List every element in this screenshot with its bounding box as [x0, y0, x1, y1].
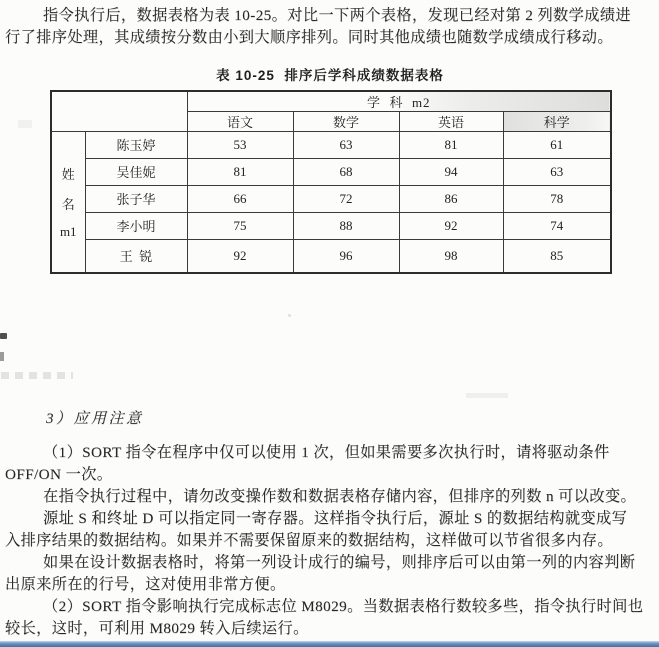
score-cell: 53 [187, 132, 293, 159]
note-line: 入排序结果的数据结构。如果并不需要保留原来的数据结构，这样做可以节省很多内存。 [5, 532, 613, 549]
note-line: 在指令执行过程中，请勿改变操作数和数据表格存储内容，但排序的列数 n 可以改变。 [43, 488, 637, 505]
score-cell: 72 [293, 185, 399, 212]
scan-artifact [0, 333, 7, 339]
note-line: 出原来所在的行号，这对使用非常方便。 [5, 576, 286, 593]
column-header-math: 数学 [293, 112, 399, 132]
corner-cell [51, 91, 187, 132]
score-cell: 98 [399, 239, 503, 273]
scan-artifact [0, 352, 4, 361]
column-header-science: 科学 [503, 112, 611, 132]
score-cell: 63 [293, 132, 399, 159]
note-line: （1）SORT 指令在程序中仅可以使用 1 次，但如果需要多次执行时，请将驱动条件 [43, 444, 610, 461]
name-cell: 李小明 [85, 212, 187, 239]
score-cell: 92 [399, 212, 503, 239]
scan-artifact [18, 120, 32, 128]
score-cell: 88 [293, 212, 399, 239]
section-heading: 3）应用注意 [46, 411, 144, 427]
score-cell: 94 [399, 158, 503, 185]
score-cell: 86 [399, 185, 503, 212]
scan-artifact [288, 314, 291, 317]
score-cell: 78 [503, 185, 611, 212]
score-cell: 66 [187, 185, 293, 212]
column-header-english: 英语 [399, 112, 503, 132]
score-cell: 96 [293, 239, 399, 273]
row-header-char: 名 [61, 197, 75, 212]
score-cell: 81 [399, 132, 503, 159]
score-cell: 92 [187, 239, 293, 273]
name-cell: 王 锐 [85, 239, 187, 273]
note-line: 源址 S 和终址 D 可以指定同一寄存器。这样指令执行后，源址 S 的数据结构就变成写 [43, 510, 628, 527]
scan-artifact [466, 393, 508, 398]
note-line: 如果在设计数据表格时，将第一列设计成行的编号，则排序后可以由第一列的内容判断 [43, 554, 636, 571]
column-header-chinese: 语文 [187, 112, 293, 132]
row-header-char: 姓 [61, 167, 75, 182]
name-cell: 吴佳妮 [85, 158, 187, 185]
group-header-cell: 学 科 m2 [187, 91, 611, 112]
score-cell: 68 [293, 158, 399, 185]
note-line: OFF/ON 一次。 [5, 466, 113, 483]
row-group-header [51, 132, 85, 274]
name-cell: 陈玉婷 [85, 132, 187, 159]
name-cell: 张子华 [85, 185, 187, 212]
table-caption: 表 10-25 排序后学科成绩数据表格 [216, 68, 444, 83]
score-table [50, 90, 612, 274]
score-cell: 61 [503, 132, 611, 159]
intro-line-2: 行了排序处理，其成绩按分数由小到大顺序排列。同时其他成绩也随数学成绩成行移动。 [5, 29, 613, 46]
row-header-char: m1 [59, 224, 77, 239]
note-line: 较长，这时，可利用 M8029 转入后续运行。 [5, 620, 309, 637]
score-cell: 81 [187, 158, 293, 185]
scan-artifact [1, 372, 73, 379]
score-cell: 75 [187, 212, 293, 239]
intro-line-1: 指令执行后，数据表格为表 10-25。对比一下两个表格，发现已经对第 2 列数学成绩进 [43, 7, 631, 24]
score-cell: 85 [503, 239, 611, 273]
bottom-accent-bar [0, 641, 659, 647]
score-cell: 63 [503, 158, 611, 185]
note-line: （2）SORT 指令影响执行完成标志位 M8029。当数据表格行数较多些，指令执行时间也 [43, 598, 644, 615]
score-cell: 74 [503, 212, 611, 239]
